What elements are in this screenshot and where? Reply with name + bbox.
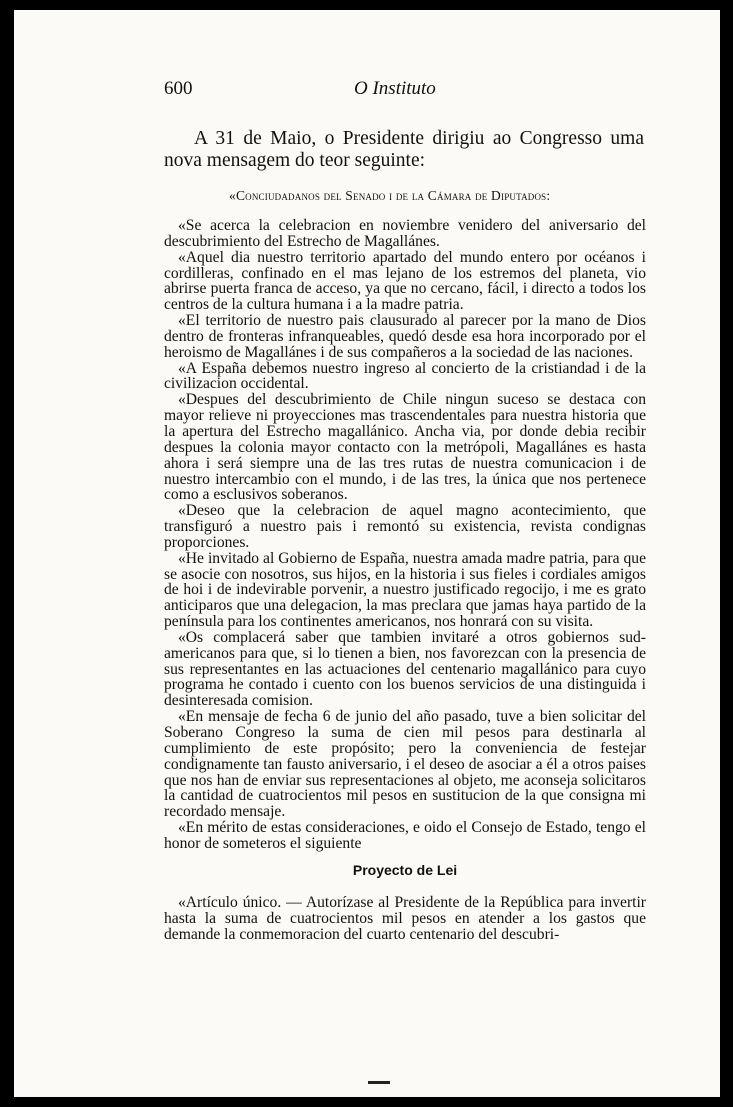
body-paragraph: «A España debemos nuestro ingreso al concierto de la cristiandad i de la civilizacion occidental. [164, 359, 646, 393]
article-paragraph: «Artículo único. — Autorízase al Presidente de la República para invertir hasta la suma de cuatrocientos mil pesos en atender a los gastos que demande la conmemoracion del cuarto centenario del descubri- [164, 894, 646, 943]
intro-paragraph: A 31 de Maio, o Presidente dirigiu ao Congresso uma nova mensagem do teor seguinte: [164, 128, 644, 171]
article-text [164, 895, 646, 943]
body-paragraph: «He invitado al Gobierno de España, nuestra amada madre patria, para que se asocie con nosotros, sus hijos, en la historia i sus fieles i cordiales amigos de hoi i de indevirable porvenir, a nuestro justificado regocijo, i me es grato anticiparos que una delegacion, la mas preclara que jamas haya partido de la península para los continentes americanos, nos honrará con su visita. [164, 549, 646, 631]
page-header [164, 78, 620, 102]
salutation: «Conciudadanos del Senado i de la Cámara de Diputados: [229, 188, 551, 203]
section-heading: Proyecto de Lei [352, 862, 458, 878]
page-number: 600 [164, 78, 193, 99]
footer-mark [368, 1081, 390, 1084]
body-paragraph: «El territorio de nuestro pais clausurado al parecer por la mano de Dios dentro de fronteras infranqueables, quedó desde esa hora incorporado por el heroismo de Magallánes i de sus compañeros a la sociedad de las naciones. [164, 312, 646, 361]
message-body [164, 218, 646, 852]
body-paragraph: «Se acerca la celebracion en noviembre venidero del aniversario del descubrimiento del Estrecho de Magallánes. [164, 217, 646, 250]
body-paragraph: «Despues del descubrimiento de Chile ningun suceso se destaca con mayor relieve ni proyecciones mas trascendentales para nuestra historia que la apertura del Estrecho magallánico. Ancha via, por donde debia recibir despues la colonia mayor contacto con la metrópoli, Magallánes es hasta ahora i será siempre una de las tres rutas de nuestra comunicacion i de nuestro intercambio con el mundo, i de las tres, la única que nos pertenece como a esclusivos soberanos. [164, 391, 646, 504]
running-title: O Instituto [354, 78, 436, 99]
body-paragraph: «Aquel dia nuestro territorio apartado del mundo entero por océanos i cordilleras, confinado en el mas lejano de los estremos del planeta, vio abrirse puerta franca de acceso, ya que no cercano, fácil, i directo a todos los centros de la cultura humana i a la madre patria. [164, 248, 646, 314]
body-paragraph: «En mérito de estas consideraciones, e oido el Consejo de Estado, tengo el honor de someteros el siguiente [164, 819, 646, 852]
body-paragraph: «Os complacerá saber que tambien invitaré a otros gobiernos sud-americanos para que, si lo tienen a bien, nos favorezcan con la presencia de sus representantes en las actuaciones del centenario magallánico para cuyo programa he contado i cuento con los buenos servicios de una distinguida i desinteresada comision. [164, 628, 646, 710]
body-paragraph: «En mensaje de fecha 6 de junio del año pasado, tuve a bien solicitar del Soberano Congreso la suma de cien mil pesos para destinarla al cumplimiento de este propósito; pero la conveniencia de festejar condignamente tan fausto aniversario, i el deseo de asociar a él a otros paises que nos han de enviar sus representaciones al objeto, me aconseja solicitaros la cantidad de cuatrocientos mil pesos en sustitucion de la que consigna mi recordado mensaje. [164, 708, 646, 821]
body-paragraph: «Deseo que la celebracion de aquel magno acontecimiento, que transfiguró a nuestro pais i remontó su existencia, revista condignas proporciones. [164, 502, 646, 551]
page-sheet [14, 10, 720, 1097]
